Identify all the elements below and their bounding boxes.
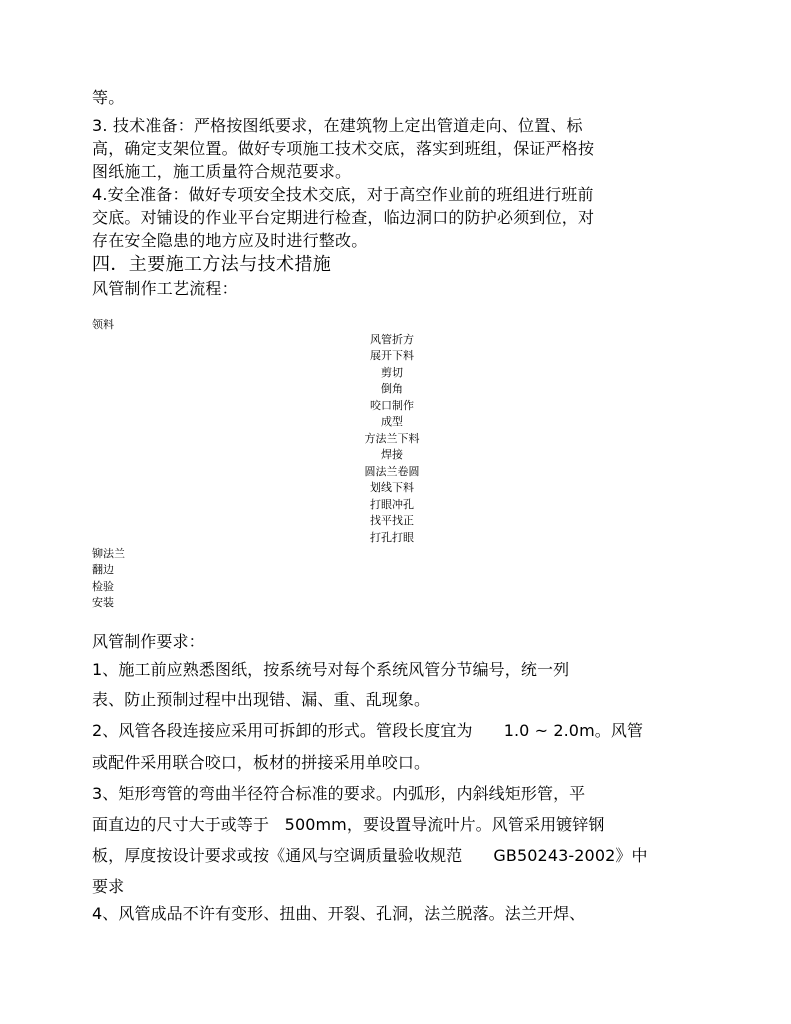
- flow-step-7: 方法兰下料: [364, 432, 420, 445]
- flow-step-9: 圆法兰卷圆: [364, 465, 420, 478]
- requirement-line-9: 4、风管成品不许有变形、扭曲、开裂、孔洞，法兰脱落。法兰开焊、: [92, 904, 586, 923]
- flow-step-2: 展开下料: [370, 349, 414, 362]
- requirement-line-5: 3、矩形弯管的弯曲半径符合标准的要求。内弧形，内斜线矩形管，平: [92, 784, 586, 803]
- flow-step-12: 找平找正: [370, 514, 414, 527]
- flow-end-step-2: 翻边: [92, 563, 114, 576]
- flow-step-3: 剪切: [381, 366, 403, 379]
- flow-end-step-4: 安装: [92, 596, 114, 609]
- flow-step-6: 成型: [381, 415, 403, 428]
- intro-line-3: 高，确定支架位置。做好专项施工技术交底，落实到班组，保证严格按: [92, 139, 595, 158]
- intro-line-1: 等。: [92, 88, 125, 107]
- intro-line-4: 图纸施工，施工质量符合规范要求。: [92, 162, 352, 181]
- flow-step-1: 风管折方: [370, 333, 414, 346]
- flow-end-step-1: 铆法兰: [92, 547, 125, 560]
- requirement-line-7: 板，厚度按设计要求或按《通风与空调质量验收规范 GB50243-2002》中: [92, 846, 648, 865]
- flow-start-label: 领料: [92, 318, 114, 331]
- requirement-line-2: 表、防止预制过程中出现错、漏、重、乱现象。: [92, 690, 431, 709]
- requirement-line-6: 面直边的尺寸大于或等于 500mm，要设置导流叶片。风管采用镀锌钢: [92, 815, 605, 834]
- requirement-line-3: 2、风管各段连接应采用可拆卸的形式。管段长度宜为 1.0 ~ 2.0m。风管: [92, 721, 644, 740]
- flow-step-8: 焊接: [381, 448, 403, 461]
- intro-line-5: 4.安全准备：做好专项安全技术交底，对于高空作业前的班组进行班前: [92, 185, 594, 204]
- requirement-line-8: 要求: [92, 877, 125, 896]
- section-subheading: 风管制作工艺流程：: [92, 279, 238, 298]
- flow-step-4: 倒角: [381, 382, 403, 395]
- flow-step-11: 打眼冲孔: [370, 498, 414, 511]
- intro-line-6: 交底。对铺设的作业平台定期进行检查，临边洞口的防护必须到位，对: [92, 208, 595, 227]
- requirements-title: 风管制作要求：: [92, 632, 205, 651]
- requirement-line-4: 或配件采用联合咬口，板材的拼接采用单咬口。: [92, 753, 431, 772]
- section-heading: 四．主要施工方法与技术措施: [92, 254, 332, 275]
- flow-end-step-3: 检验: [92, 580, 114, 593]
- flow-step-13: 打孔打眼: [370, 531, 414, 544]
- flow-step-5: 咬口制作: [370, 399, 414, 412]
- intro-line-2: 3. 技术准备：严格按图纸要求，在建筑物上定出管道走向、位置、标: [92, 116, 583, 135]
- requirement-line-1: 1、施工前应熟悉图纸，按系统号对每个系统风管分节编号，统一列: [92, 660, 570, 679]
- flow-step-10: 划线下料: [370, 481, 414, 494]
- intro-line-7: 存在安全隐患的地方应及时进行整改。: [92, 231, 368, 250]
